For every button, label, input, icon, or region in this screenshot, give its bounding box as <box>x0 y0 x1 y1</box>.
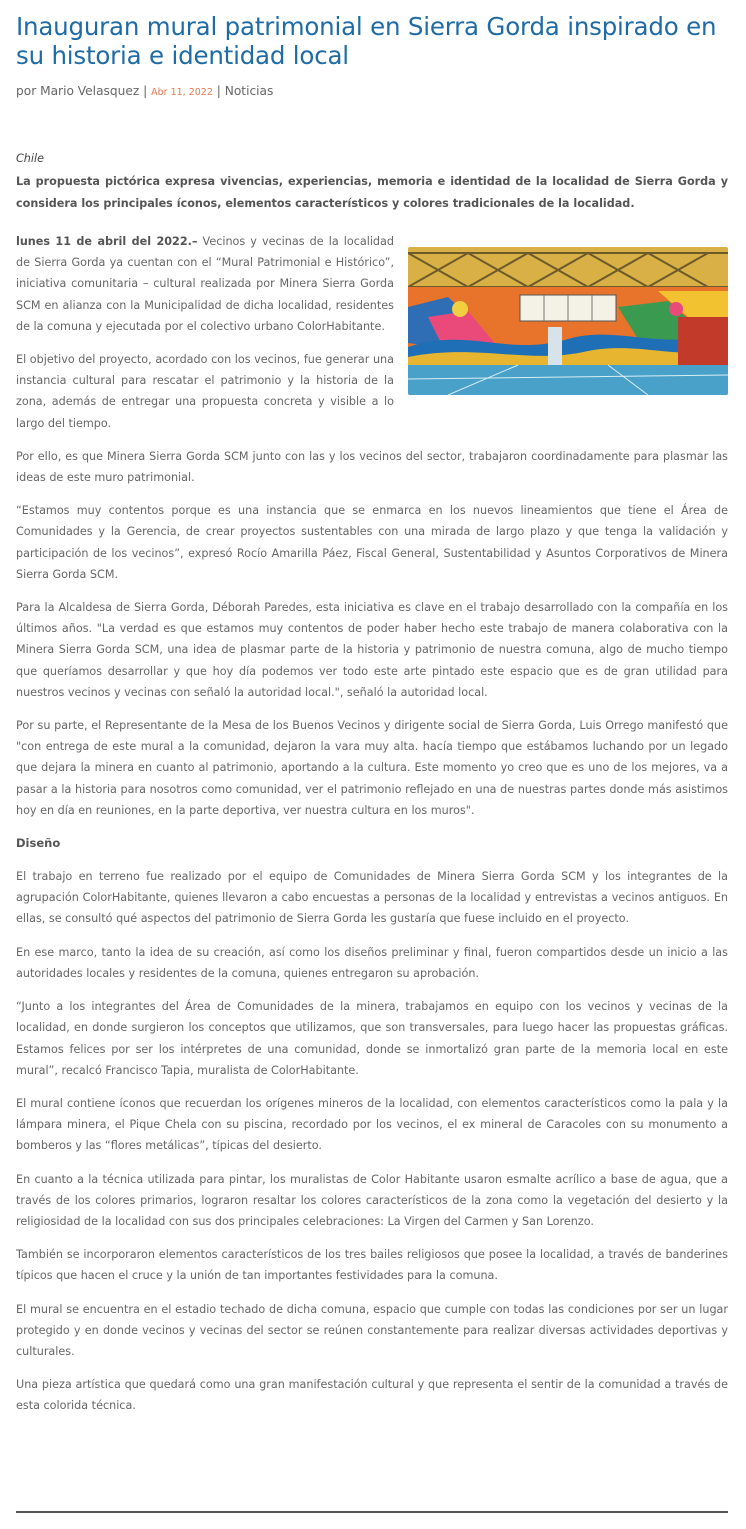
article-container <box>16 0 728 1417</box>
mural-photo <box>408 247 728 395</box>
paragraph: El objetivo del proyecto, acordado con los vecinos, fue generar una instancia cultural para rescatar el patrimonio y la historia de la zona, además de entregar una propuesta concreta y visible a lo largo del tiempo. <box>16 353 394 430</box>
article-body <box>16 231 728 1417</box>
country-label: Chile <box>16 152 45 165</box>
paragraph: “Junto a los integrantes del Área de Comunidades de la minera, trabajamos en equipo con los vecinos y vecinas de la localidad, en donde surgieron los conceptos que utilizamos, que son transversales, para luego hacer las propuestas gráficas. Estamos felices por ser los intérpretes de una comunidad, donde se inmortalizó gran parte de la memoria local en este mural”, recalcó Francisco Tapia, muralista de ColorHabitante. <box>16 1000 728 1077</box>
article-title: Inauguran mural patrimonial en Sierra Gorda inspirado en su historia e identidad local <box>16 12 717 70</box>
meta-separator: | <box>212 84 225 98</box>
paragraph: En ese marco, tanto la idea de su creación, así como los diseños preliminar y final, fueron compartidos desde un inicio a las autoridades locales y residentes de la comuna, quienes entregaron su aprobación. <box>16 945 728 980</box>
paragraph-text: Vecinos y vecinas de la localidad de Sierra Gorda ya cuentan con el “Mural Patrimonial e Histórico”, iniciativa comunitaria – cultural realizada por Minera Sierra Gorda SCM en alianza con la Municipalidad de dicha localidad, residentes de la comuna y ejecutada por el colectivo urbano ColorHabitante. <box>16 235 394 333</box>
section-heading: Diseño <box>16 836 61 851</box>
paragraph: Por su parte, el Representante de la Mesa de los Buenos Vecinos y dirigente social de Sierra Gorda, Luis Orrego manifestó que "con entrega de este mural a la comunidad, dejaron la vara muy alta. hacía tiempo que estábamos luchando por un legado que dejara la minera en cuanto al patrimonio, aportando a la cultura. Este momento yo creo que es uno de los mejores, va a pasar a la historia para nosotros como comunidad, ver el patrimonio reflejado en una de nuestras partes donde más asistimos hoy en día en reuniones, en la parte deportiva, ver nuestra cultura en los muros". <box>16 719 728 817</box>
meta-separator: | <box>139 84 152 98</box>
paragraph: El mural contiene íconos que recuerdan los orígenes mineros de la localidad, con elementos característicos como la pala y la lámpara minera, el Pique Chela con su piscina, recordado por los vecinos, el ex mineral de Caracoles con su monumento a bomberos y las “flores metálicas”, típicas del desierto. <box>16 1096 728 1153</box>
bottom-divider <box>16 1511 728 1513</box>
paragraph: El trabajo en terreno fue realizado por el equipo de Comunidades de Minera Sierra Gorda SCM y los integrantes de la agrupación ColorHabitante, quienes llevaron a cabo encuestas a personas de la localidad y entrevistas a vecinos antiguos. En ellas, se consultó qué aspectos del patrimonio de Sierra Gorda les gustaría que fuese incluido en el proyecto. <box>16 870 728 926</box>
category-link[interactable]: Noticias <box>224 84 274 98</box>
paragraph: “Estamos muy contentos porque es una instancia que se enmarca en los nuevos lineamientos que tiene el Área de Comunidades y la Gerencia, de crear proyectos sustentables con una mirada de largo plazo y que tenga la validación y participación de los vecinos”, expresó Rocío Amarilla Páez, Fiscal General, Sustentabilidad y Asuntos Corporativos de Minera Sierra Gorda SCM. <box>16 504 728 581</box>
author-link[interactable]: por Mario Velasquez <box>16 84 140 98</box>
paragraph: Para la Alcaldesa de Sierra Gorda, Déborah Paredes, esta iniciativa es clave en el trabajo desarrollado con la compañía en los últimos años. "La verdad es que estamos muy contentos de poder haber hecho este trabajo de manera colaborativa con la Minera Sierra Gorda SCM, una idea de plasmar parte de la historia y patrimonio de nuestra comuna, algo de mucho tiempo que queríamos desarrollar y que hoy día podemos ver todo este arte pintado este espacio que es de gran utilidad para nuestros vecinos y vecinas con señaló la autoridad local.", señaló la autoridad local. <box>16 601 728 699</box>
lead-paragraph: La propuesta pictórica expresa vivencias, experiencias, memoria e identidad de la localidad de Sierra Gorda y considera los principales íconos, elementos característicos y colores tradicionales de la localidad. <box>16 175 728 210</box>
paragraph: En cuanto a la técnica utilizada para pintar, los muralistas de Color Habitante usaron esmalte acrílico a base de agua, que a través de los colores primarios, lograron resaltar los colores característicos de la zona como la vegetación del desierto y la religiosidad de la localidad con sus dos principales celebraciones: La Virgen del Carmen y San Lorenzo. <box>16 1172 728 1228</box>
mural-photo-image <box>408 247 728 395</box>
post-meta <box>16 82 728 102</box>
paragraph: Una pieza artística que quedará como una gran manifestación cultural y que representa el sentir de la comunidad a través de esta colorida técnica. <box>16 1378 728 1413</box>
dateline: lunes 11 de abril del 2022.– <box>16 235 198 248</box>
paragraph: Por ello, es que Minera Sierra Gorda SCM junto con las y los vecinos del sector, trabajaron coordinadamente para plasmar las ideas de este muro patrimonial. <box>16 449 728 485</box>
paragraph: El mural se encuentra en el estadio techado de dicha comuna, espacio que cumple con todas las condiciones por ser un lugar protegido y en donde vecinos y vecinas del sector se reúnen constantemente para realizar diversas actividades deportivas y culturales. <box>16 1302 728 1358</box>
paragraph: También se incorporaron elementos característicos de los tres bailes religiosos que posee la localidad, a través de banderines típicos que hacen el cruce y la unión de tan importantes festividades para la comuna. <box>16 1248 728 1283</box>
post-date: Abr 11, 2022 <box>151 87 213 98</box>
